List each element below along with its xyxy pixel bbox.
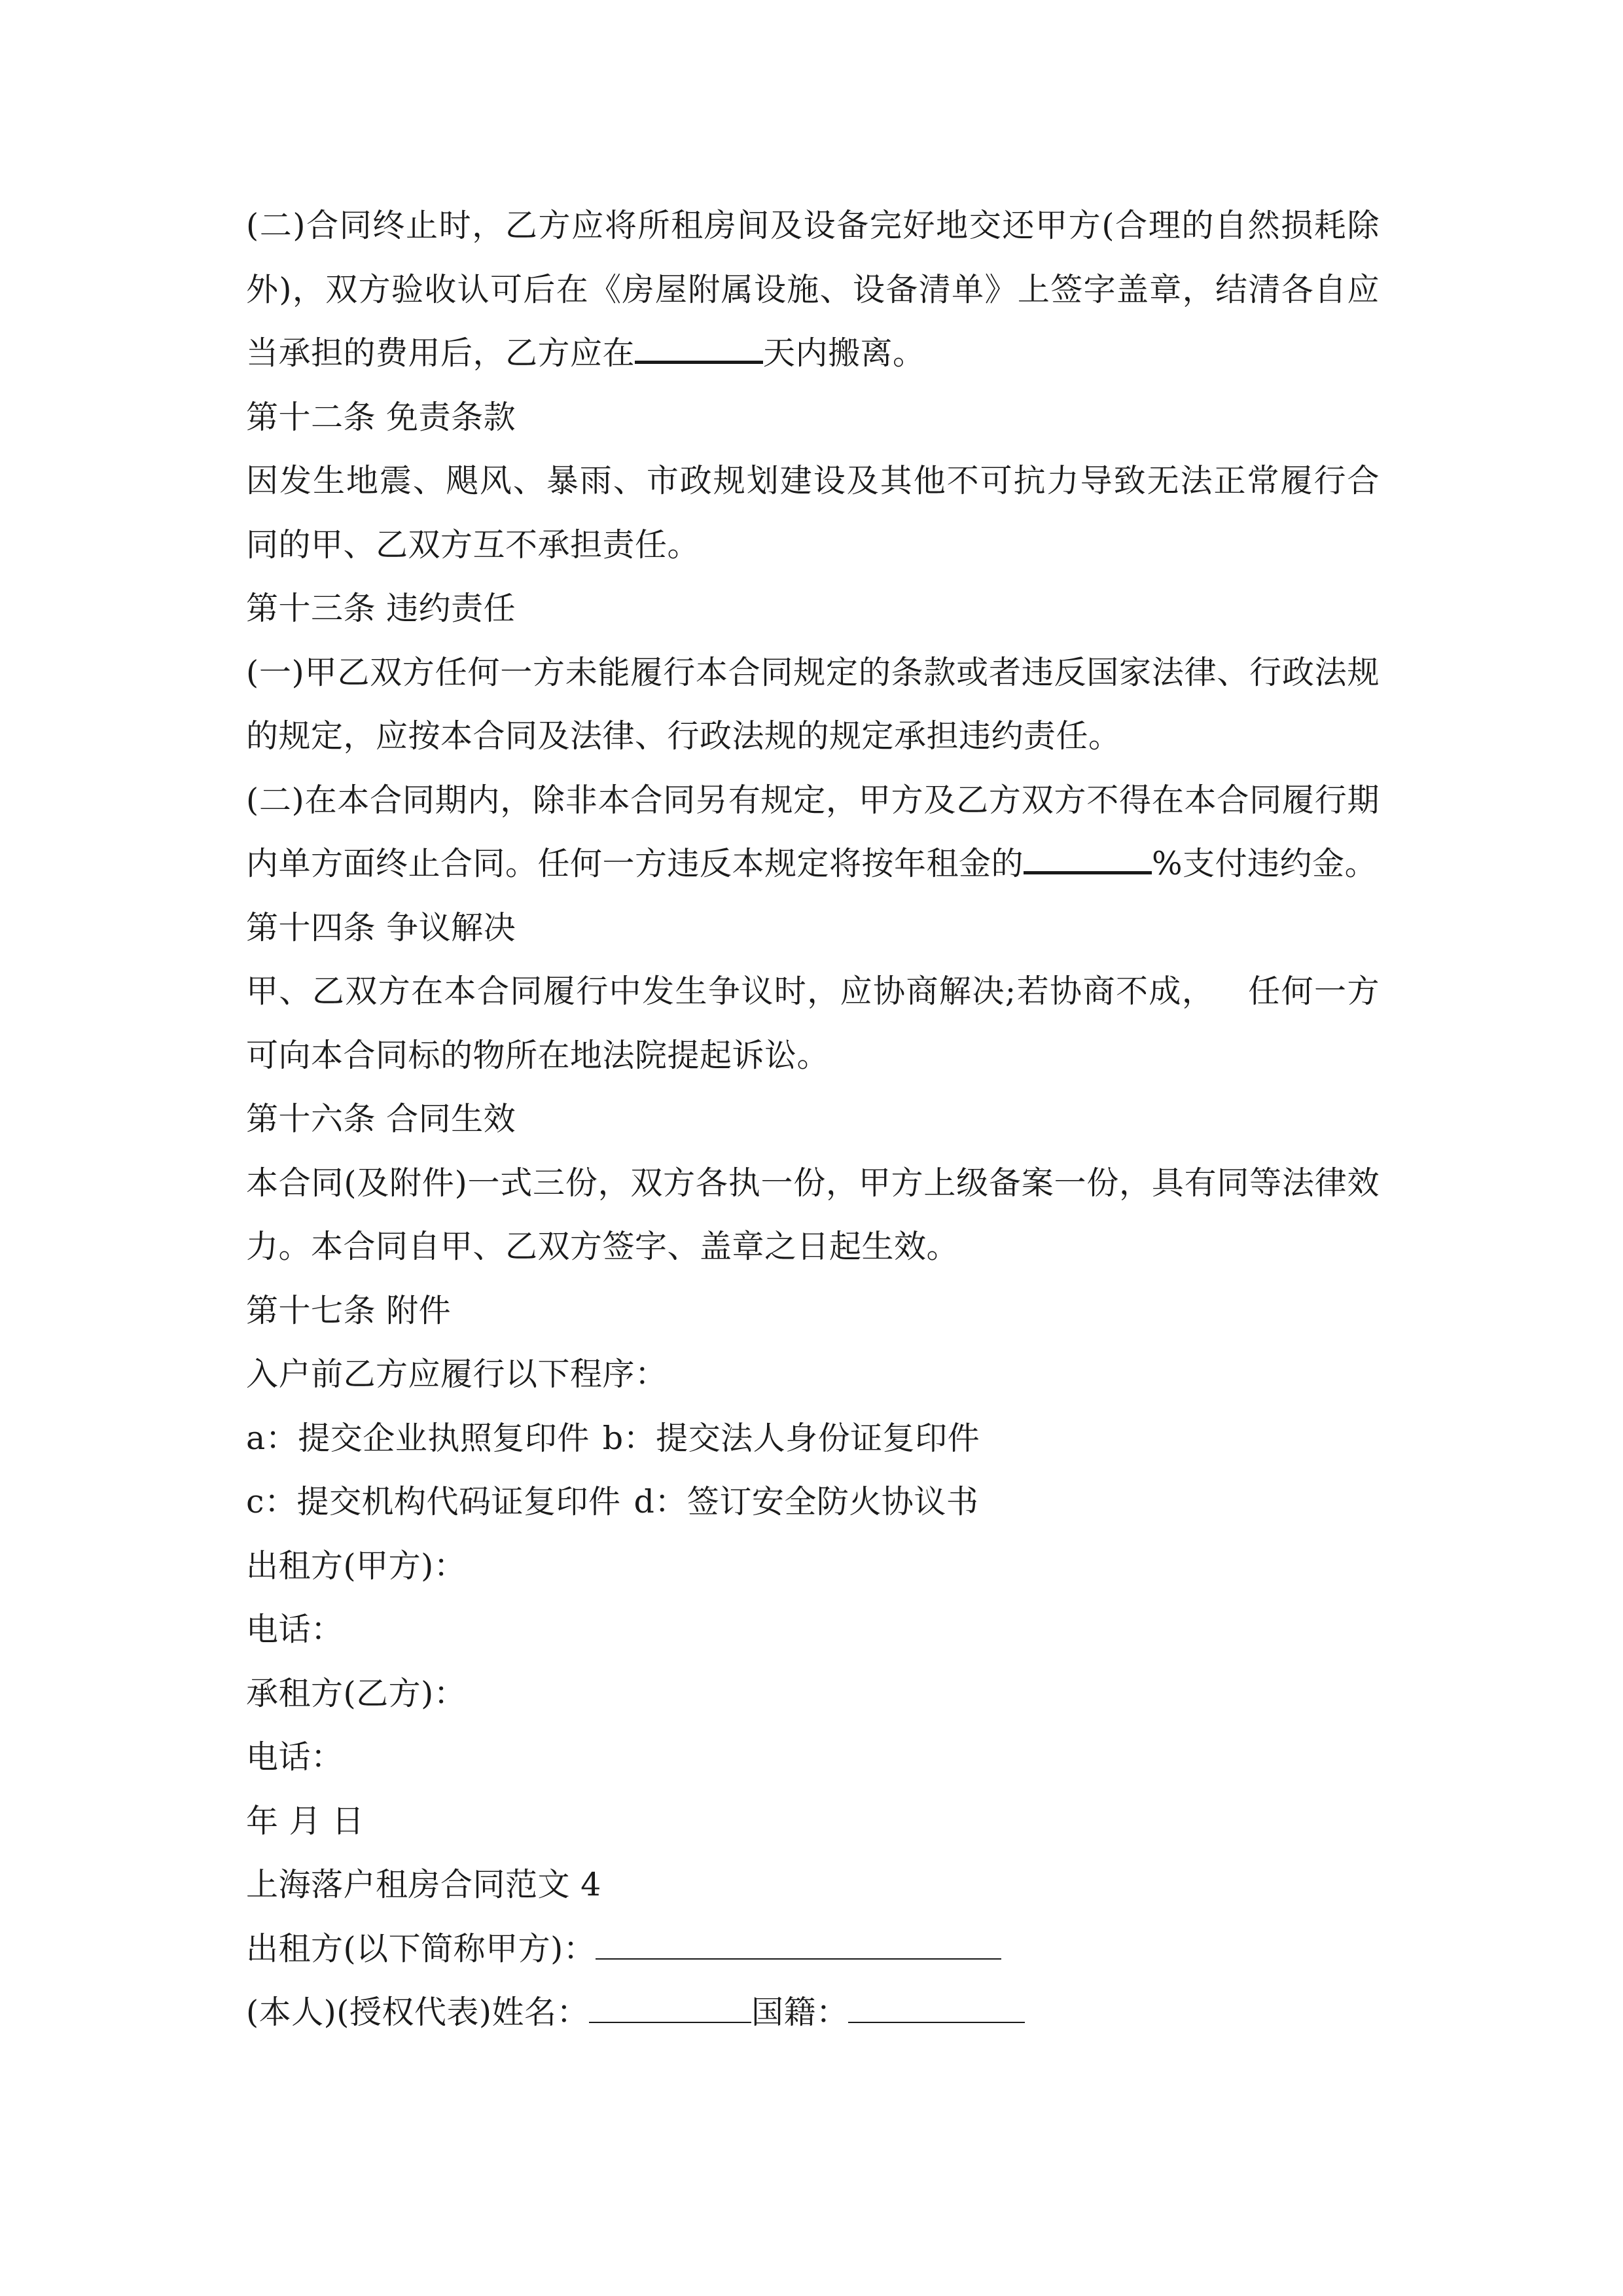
next-document-title: 上海落户租房合同范文 4 xyxy=(246,1866,601,1903)
date-line: 年 月 日 xyxy=(246,1802,365,1840)
lessor-label: 出租方(甲方)： xyxy=(246,1547,467,1585)
clause-17-title: 第十七条 附件 xyxy=(246,1291,452,1329)
lessor-phone-label: 电话： xyxy=(246,1611,344,1648)
lessee-label: 承租方(乙方)： xyxy=(246,1674,467,1712)
penalty-percent-blank xyxy=(1024,844,1152,874)
clause-13-part-2-text-end: %支付违约金。 xyxy=(1152,845,1378,882)
next-lessor-line xyxy=(246,1917,1380,1981)
next-name-label: (本人)(授权代表)姓名： xyxy=(246,1994,589,2031)
clause-11-part-2 xyxy=(246,194,1380,386)
document-body xyxy=(246,194,1380,2045)
clause-17-item-b: b：提交法人身份证复印件 xyxy=(602,1419,980,1457)
clause-14-text xyxy=(246,960,1380,1087)
clause-14-text-b: 任何一方可向本合同标的物所在地法院提起诉讼。 xyxy=(246,973,1380,1074)
clause-13-part-2 xyxy=(246,768,1380,896)
clause-17-intro: 入户前乙方应履行以下程序： xyxy=(246,1355,668,1393)
clause-11-part-2-text-end: 天内搬离。 xyxy=(763,334,925,372)
clause-17-item-a: a：提交企业执照复印件 xyxy=(246,1419,590,1457)
clause-17-items-cd xyxy=(246,1470,1380,1534)
next-nationality-label: 国籍： xyxy=(751,1994,849,2031)
lessee-phone-label: 电话： xyxy=(246,1738,344,1776)
clause-17-items-ab xyxy=(246,1407,1380,1471)
clause-16-text: 本合同(及附件)一式三份，双方各执一份，甲方上级备案一份，具有同等法律效力。本合同自甲、乙双方签字、盖章之日起生效。 xyxy=(246,1164,1380,1265)
clause-17-item-d: d：签订安全防火协议书 xyxy=(633,1483,979,1520)
lessor-blank-line xyxy=(596,1928,1001,1960)
clause-16-title: 第十六条 合同生效 xyxy=(246,1100,516,1138)
clause-17-item-c: c：提交机构代码证复印件 xyxy=(246,1483,621,1520)
clause-13-part-1: (一)甲乙双方任何一方未能履行本合同规定的条款或者违反国家法律、行政法规的规定，应按本合同及法律、行政法规的规定承担违约责任。 xyxy=(246,653,1380,755)
nationality-blank-line xyxy=(848,1992,1025,2023)
next-name-line xyxy=(246,1981,1380,2045)
clause-13-title: 第十三条 违约责任 xyxy=(246,590,516,627)
next-lessor-label: 出租方(以下简称甲方)： xyxy=(246,1929,596,1967)
name-blank-line xyxy=(589,1992,751,2023)
clause-14-text-a: 甲、乙双方在本合同履行中发生争议时，应协商解决;若协商不成， xyxy=(246,973,1215,1010)
clause-11-part-2-text: (二)合同终止时，乙方应将所租房间及设备完好地交还甲方(合理的自然损耗除外)，双方验收认可后在《房屋附属设施、设备清单》上签字盖章，结清各自应当承担的费用后，乙方应在 xyxy=(246,207,1380,372)
clause-14-title: 第十四条 争议解决 xyxy=(246,908,516,946)
clause-12-text: 因发生地震、飓风、暴雨、市政规划建设及其他不可抗力导致无法正常履行合同的甲、乙双方互不承担责任。 xyxy=(246,462,1380,564)
clause-12-title: 第十二条 免责条款 xyxy=(246,398,516,436)
clause-13-part-2-text: (二)在本合同期内，除非本合同另有规定，甲方及乙方双方不得在本合同履行期内单方面终止合同。任何一方违反本规定将按年租金的 xyxy=(246,781,1380,882)
days-blank xyxy=(635,333,763,364)
